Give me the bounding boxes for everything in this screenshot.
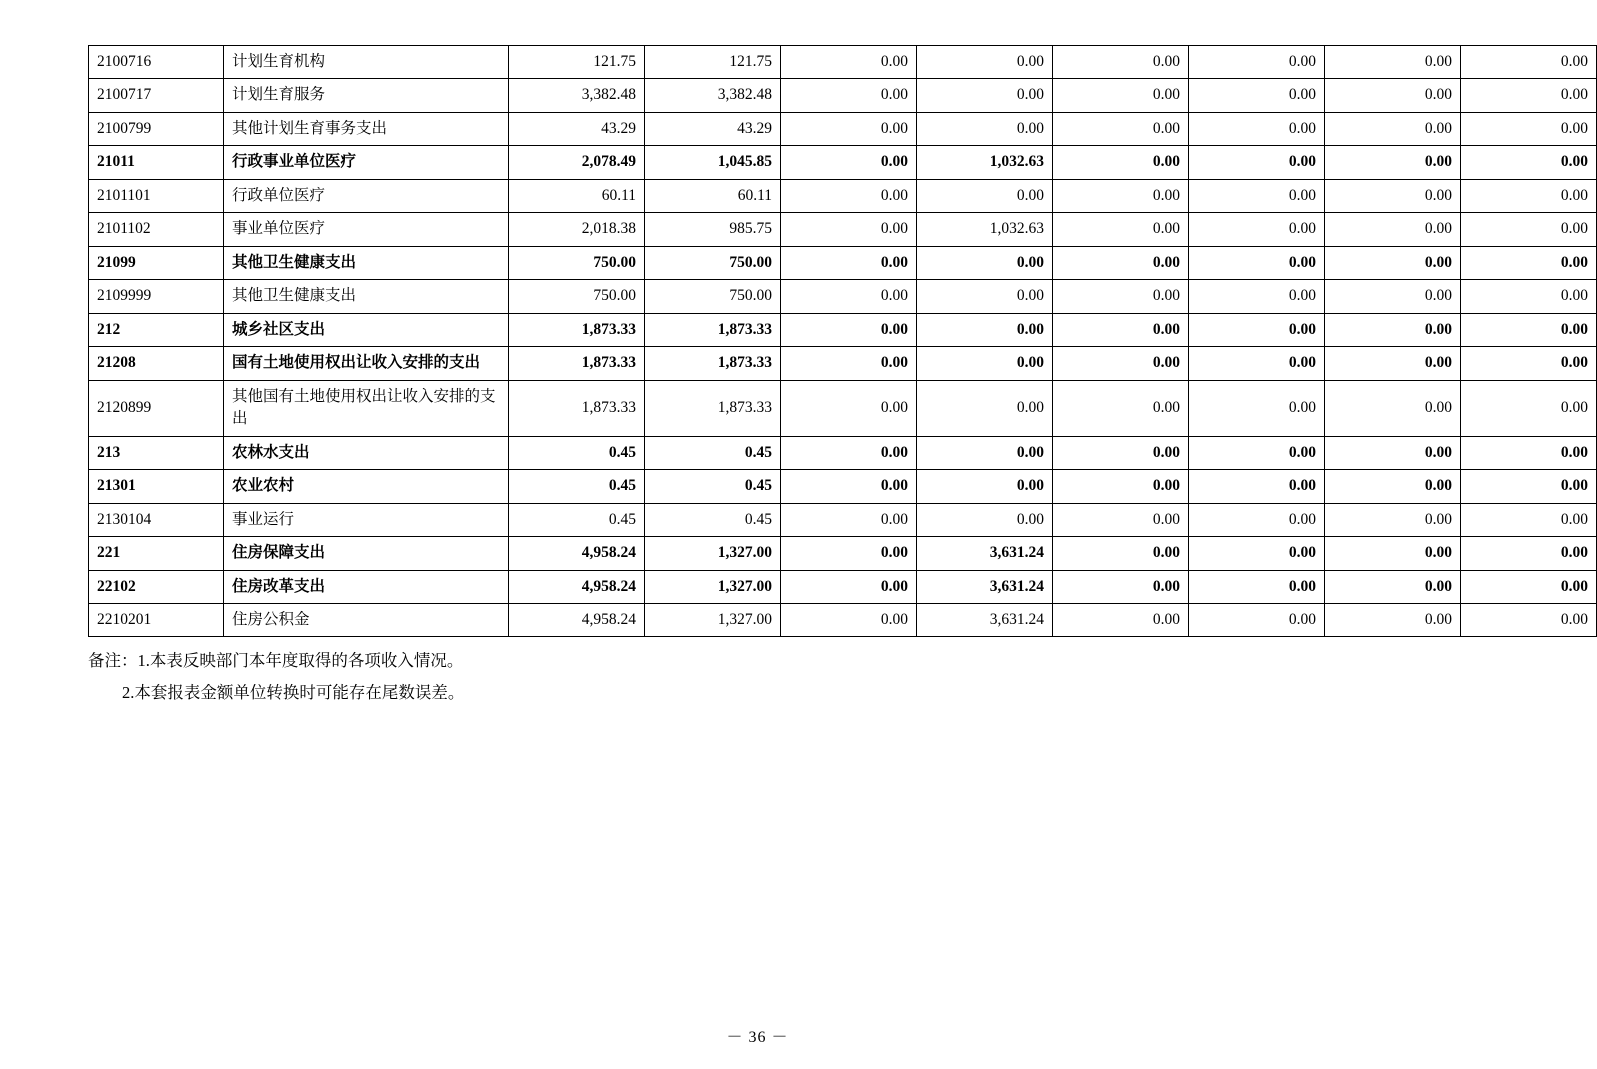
table-row (89, 146, 1597, 179)
cell-value: 60.11 (509, 179, 645, 212)
cell-value: 0.00 (1053, 436, 1189, 469)
cell-value: 0.00 (1053, 603, 1189, 636)
cell-value: 0.00 (1053, 280, 1189, 313)
cell-value: 0.00 (1461, 570, 1597, 603)
cell-value: 1,032.63 (917, 213, 1053, 246)
cell-code: 221 (89, 537, 224, 570)
cell-value: 0.00 (1189, 213, 1325, 246)
cell-name: 国有土地使用权出让收入安排的支出 (224, 347, 509, 380)
cell-value: 0.00 (1325, 570, 1461, 603)
cell-value: 750.00 (509, 280, 645, 313)
cell-value: 0.00 (781, 436, 917, 469)
cell-value: 0.00 (781, 213, 917, 246)
cell-value: 0.00 (1325, 46, 1461, 79)
cell-value: 1,873.33 (645, 347, 781, 380)
cell-value: 0.00 (781, 503, 917, 536)
cell-value: 0.00 (917, 179, 1053, 212)
cell-value: 0.00 (781, 570, 917, 603)
cell-value: 0.00 (781, 112, 917, 145)
cell-value: 4,958.24 (509, 603, 645, 636)
table-row (89, 179, 1597, 212)
cell-value: 0.00 (781, 347, 917, 380)
cell-value: 0.00 (1053, 46, 1189, 79)
cell-code: 2100799 (89, 112, 224, 145)
cell-value: 0.00 (1189, 570, 1325, 603)
cell-name: 农业农村 (224, 470, 509, 503)
cell-value: 0.00 (1461, 470, 1597, 503)
cell-value: 0.00 (1461, 347, 1597, 380)
cell-value: 0.00 (1053, 79, 1189, 112)
cell-value: 0.00 (1053, 146, 1189, 179)
cell-value: 0.45 (509, 436, 645, 469)
cell-value: 0.45 (645, 503, 781, 536)
cell-value: 0.00 (1461, 380, 1597, 436)
table-row (89, 112, 1597, 145)
cell-value: 0.00 (1189, 537, 1325, 570)
table-row (89, 503, 1597, 536)
cell-value: 0.00 (1053, 537, 1189, 570)
cell-name: 农林水支出 (224, 436, 509, 469)
cell-value: 43.29 (509, 112, 645, 145)
cell-value: 1,032.63 (917, 146, 1053, 179)
table-row (89, 603, 1597, 636)
table-row (89, 470, 1597, 503)
cell-value: 0.00 (1461, 213, 1597, 246)
cell-name: 行政事业单位医疗 (224, 146, 509, 179)
cell-value: 0.00 (1325, 213, 1461, 246)
cell-code: 2100717 (89, 79, 224, 112)
cell-value: 0.00 (1461, 46, 1597, 79)
cell-value: 0.00 (1461, 603, 1597, 636)
cell-value: 0.00 (917, 380, 1053, 436)
cell-value: 0.00 (1189, 503, 1325, 536)
cell-code: 212 (89, 313, 224, 346)
cell-value: 1,327.00 (645, 603, 781, 636)
cell-value: 1,873.33 (509, 313, 645, 346)
cell-code: 213 (89, 436, 224, 469)
cell-code: 2210201 (89, 603, 224, 636)
cell-value: 0.00 (1189, 436, 1325, 469)
cell-value: 750.00 (645, 280, 781, 313)
cell-value: 0.00 (1189, 313, 1325, 346)
cell-code: 21099 (89, 246, 224, 279)
cell-value: 985.75 (645, 213, 781, 246)
cell-value: 0.00 (1325, 537, 1461, 570)
cell-value: 0.00 (917, 347, 1053, 380)
cell-value: 0.00 (917, 112, 1053, 145)
note-line-1: 备注：1.本表反映部门本年度取得的各项收入情况。 (88, 651, 464, 671)
cell-value: 0.00 (1189, 603, 1325, 636)
cell-value: 1,873.33 (645, 313, 781, 346)
cell-value: 0.00 (1325, 179, 1461, 212)
cell-value: 0.45 (645, 470, 781, 503)
cell-value: 3,631.24 (917, 570, 1053, 603)
table-notes (88, 645, 1427, 708)
cell-value: 1,873.33 (509, 380, 645, 436)
cell-value: 0.45 (509, 503, 645, 536)
cell-code: 21208 (89, 347, 224, 380)
cell-value: 0.00 (1325, 347, 1461, 380)
cell-value: 0.00 (1189, 246, 1325, 279)
cell-value: 4,958.24 (509, 537, 645, 570)
cell-name: 住房改革支出 (224, 570, 509, 603)
cell-value: 0.00 (1461, 112, 1597, 145)
cell-value: 0.00 (1189, 470, 1325, 503)
cell-value: 0.00 (917, 246, 1053, 279)
cell-value: 0.00 (1053, 570, 1189, 603)
cell-code: 2130104 (89, 503, 224, 536)
cell-value: 0.00 (1325, 503, 1461, 536)
cell-name: 其他卫生健康支出 (224, 246, 509, 279)
cell-value: 0.00 (1189, 280, 1325, 313)
cell-value: 0.00 (1325, 280, 1461, 313)
cell-value: 0.00 (1053, 380, 1189, 436)
cell-name: 城乡社区支出 (224, 313, 509, 346)
cell-value: 0.00 (1189, 112, 1325, 145)
table-row (89, 436, 1597, 469)
cell-name: 事业运行 (224, 503, 509, 536)
cell-value: 0.00 (1325, 380, 1461, 436)
cell-value: 0.45 (645, 436, 781, 469)
cell-value: 43.29 (645, 112, 781, 145)
cell-value: 0.00 (781, 603, 917, 636)
cell-code: 22102 (89, 570, 224, 603)
cell-value: 3,631.24 (917, 537, 1053, 570)
cell-value: 0.00 (1053, 213, 1189, 246)
cell-code: 2101102 (89, 213, 224, 246)
cell-value: 0.00 (781, 246, 917, 279)
table-row (89, 79, 1597, 112)
cell-value: 0.00 (917, 79, 1053, 112)
cell-value: 0.00 (917, 46, 1053, 79)
cell-value: 0.00 (1461, 179, 1597, 212)
table-row (89, 347, 1597, 380)
cell-value: 0.00 (1461, 537, 1597, 570)
cell-code: 21301 (89, 470, 224, 503)
table-row (89, 570, 1597, 603)
budget-expenditure-table (88, 45, 1597, 637)
table-row (89, 46, 1597, 79)
cell-code: 2109999 (89, 280, 224, 313)
cell-value: 0.45 (509, 470, 645, 503)
cell-value: 3,631.24 (917, 603, 1053, 636)
cell-value: 0.00 (781, 313, 917, 346)
cell-value: 0.00 (781, 537, 917, 570)
cell-name: 行政单位医疗 (224, 179, 509, 212)
cell-value: 0.00 (781, 46, 917, 79)
cell-value: 0.00 (917, 280, 1053, 313)
cell-value: 0.00 (1053, 347, 1189, 380)
cell-value: 0.00 (1325, 112, 1461, 145)
cell-code: 2120899 (89, 380, 224, 436)
cell-value: 0.00 (781, 280, 917, 313)
cell-value: 0.00 (781, 79, 917, 112)
cell-name: 住房公积金 (224, 603, 509, 636)
cell-value: 3,382.48 (645, 79, 781, 112)
cell-value: 4,958.24 (509, 570, 645, 603)
cell-value: 750.00 (509, 246, 645, 279)
table-row (89, 537, 1597, 570)
cell-value: 0.00 (1461, 280, 1597, 313)
page-number: － 36 － (726, 1029, 789, 1046)
cell-value: 0.00 (1461, 146, 1597, 179)
cell-value: 3,382.48 (509, 79, 645, 112)
cell-value: 0.00 (781, 146, 917, 179)
cell-value: 121.75 (509, 46, 645, 79)
cell-value: 0.00 (1189, 146, 1325, 179)
cell-name: 其他卫生健康支出 (224, 280, 509, 313)
cell-value: 0.00 (1325, 246, 1461, 279)
cell-value: 0.00 (917, 470, 1053, 503)
cell-value: 1,327.00 (645, 537, 781, 570)
cell-value: 1,873.33 (645, 380, 781, 436)
cell-value: 0.00 (1325, 436, 1461, 469)
cell-name: 事业单位医疗 (224, 213, 509, 246)
table-row (89, 313, 1597, 346)
table-row (89, 246, 1597, 279)
cell-value: 0.00 (1053, 313, 1189, 346)
cell-value: 0.00 (1461, 79, 1597, 112)
cell-value: 60.11 (645, 179, 781, 212)
cell-value: 0.00 (1189, 347, 1325, 380)
cell-value: 0.00 (917, 313, 1053, 346)
note-line-2: 2.本套报表金额单位转换时可能存在尾数误差。 (122, 682, 465, 702)
cell-value: 0.00 (1189, 46, 1325, 79)
cell-value: 0.00 (1325, 603, 1461, 636)
table-row (89, 280, 1597, 313)
cell-value: 0.00 (1325, 470, 1461, 503)
cell-name: 计划生育机构 (224, 46, 509, 79)
cell-value: 0.00 (1461, 503, 1597, 536)
cell-value: 0.00 (1053, 179, 1189, 212)
cell-value: 1,045.85 (645, 146, 781, 179)
cell-value: 2,078.49 (509, 146, 645, 179)
cell-value: 0.00 (1189, 380, 1325, 436)
table-row (89, 213, 1597, 246)
cell-value: 121.75 (645, 46, 781, 79)
table-body (89, 46, 1597, 637)
cell-value: 0.00 (917, 436, 1053, 469)
cell-code: 2100716 (89, 46, 224, 79)
cell-code: 21011 (89, 146, 224, 179)
cell-value: 0.00 (1053, 470, 1189, 503)
cell-value: 0.00 (781, 470, 917, 503)
cell-value: 0.00 (1325, 313, 1461, 346)
cell-name: 其他计划生育事务支出 (224, 112, 509, 145)
cell-name: 其他国有土地使用权出让收入安排的支出 (224, 380, 509, 436)
cell-value: 0.00 (1189, 79, 1325, 112)
cell-value: 0.00 (781, 380, 917, 436)
cell-value: 0.00 (1053, 112, 1189, 145)
cell-value: 2,018.38 (509, 213, 645, 246)
cell-value: 0.00 (1461, 313, 1597, 346)
cell-value: 0.00 (1189, 179, 1325, 212)
cell-value: 1,327.00 (645, 570, 781, 603)
cell-code: 2101101 (89, 179, 224, 212)
cell-value: 0.00 (781, 179, 917, 212)
cell-value: 0.00 (1053, 503, 1189, 536)
cell-value: 0.00 (1461, 436, 1597, 469)
cell-value: 0.00 (1461, 246, 1597, 279)
table-row (89, 380, 1597, 436)
cell-value: 750.00 (645, 246, 781, 279)
cell-value: 0.00 (1053, 246, 1189, 279)
cell-name: 计划生育服务 (224, 79, 509, 112)
cell-value: 0.00 (917, 503, 1053, 536)
cell-value: 1,873.33 (509, 347, 645, 380)
cell-value: 0.00 (1325, 146, 1461, 179)
cell-name: 住房保障支出 (224, 537, 509, 570)
cell-value: 0.00 (1325, 79, 1461, 112)
